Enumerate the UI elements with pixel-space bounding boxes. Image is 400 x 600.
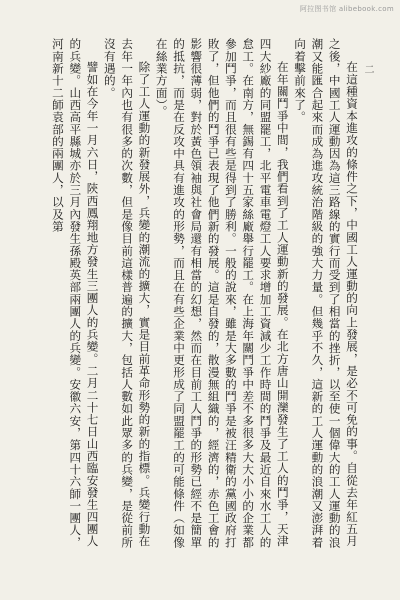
paragraph-3: 除了工人運動的新發展外，兵變的潮流的擴大，實是目前革命形勢的新的指標。兵變行動在去年一年內也有很多的次數，但是像目前這樣普遍的擴大，包括人數如此眾多的兵變，是從前所沒有遇的。 <box>102 38 152 549</box>
watermark: 阿拉图书馆 alibebook.com <box>299 5 394 13</box>
body-text <box>40 38 360 558</box>
paragraph-2: 在年關鬥爭中間，我們看到了工人運動新的發展。在北方唐山開灤發生了工人的鬥爭，天津四大紗廠的同盟罷工，北平電車電燈工人要求增加工資減少工作時間的鬥爭及最近自來水工人的怠工。在南方，無錫有四十五家絲廠舉行罷工。在上海年關鬥爭中差不多很多大大小小的企業都參加鬥爭，而且很有些是得到了勝利。一般的說來，雖是大多數的鬥爭是被汪精衛的黨國政府打敗了，但他們的鬥爭已表現了他們新的發展。這是自發的，散漫無組織的，經濟的，赤色工會的影響很薄弱，對於黃色領袖與社會局還有相當的幻想，然而在目前工人鬥爭的形勢已經不是簡單的抵抗，而是在反攻中具有進攻的形勢，而且在有些企業中更形成了同盟罷工的可能條件（如像在絲業方面）。 <box>154 38 290 549</box>
paragraph-1: 在這種資本進攻的條件之下，中國工人運動的向上發展，是必不可免的事。自從去年紅五月之後，中國工人運動因為這三路線的實行而受到了相當的挫折，以至使一個偉大的工人運動的浪潮又能匯合起來而成為進攻統治階級的強大力量。但幾乎不久，這新的工人運動的浪潮又澎湃着向着擊前來了。 <box>293 38 359 549</box>
page-number: 二 <box>362 64 373 74</box>
paragraph-4: 譬如在今年一月六日，陝西鳳翔地方發生三團人的兵變。二月二十七日山西臨安發生四團人的兵變。山西高平縣城亦於三月內發生孫殿英部兩團人的兵變。安徽六安，第四十六師一團人，河南新十二師袁部的兩團人，以及第 <box>50 38 100 549</box>
